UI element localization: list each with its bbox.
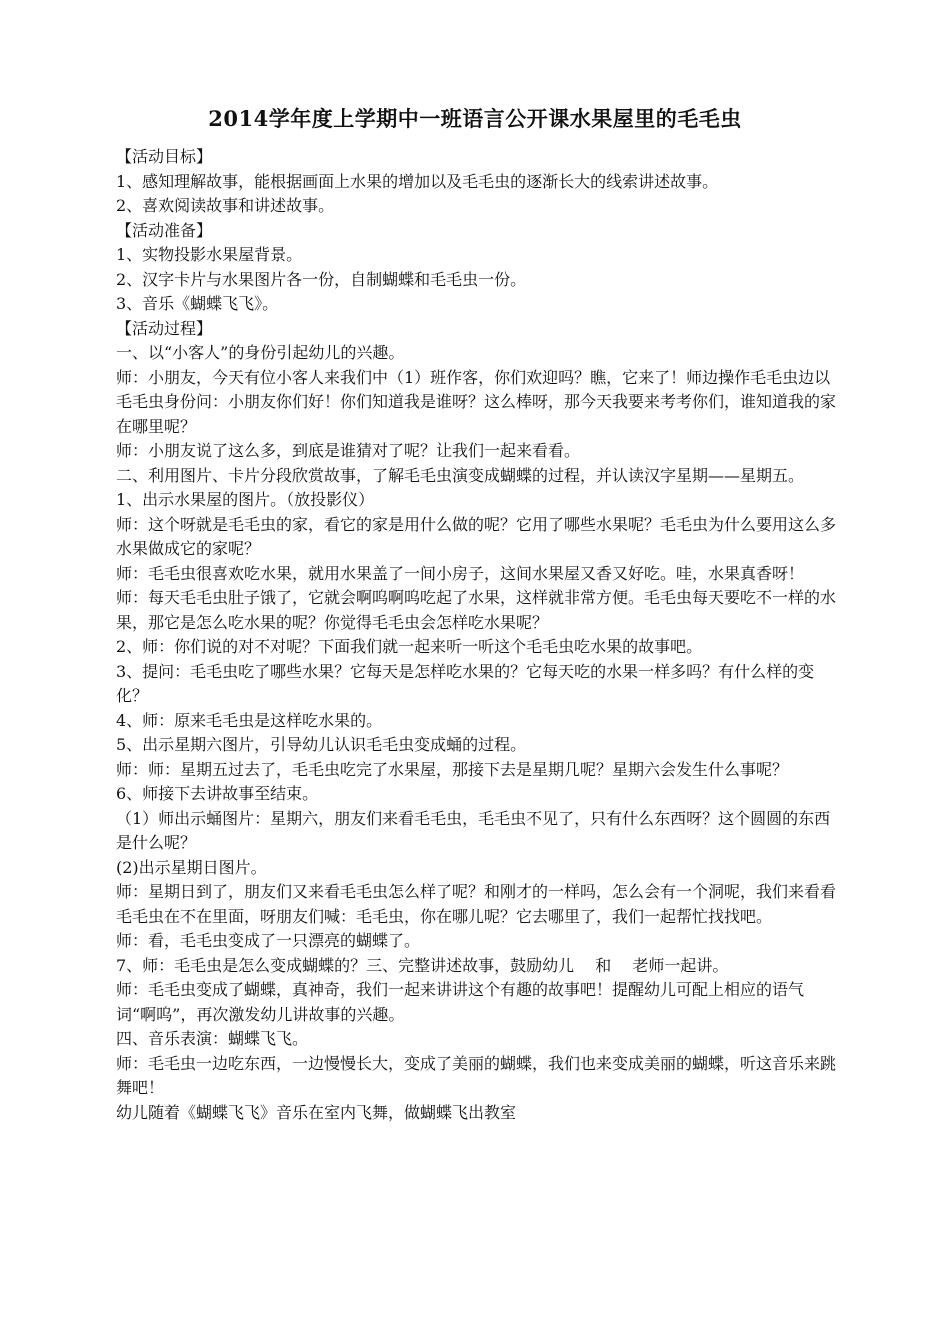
paragraph: 师：每天毛毛虫肚子饿了，它就会啊呜啊呜吃起了水果，这样就非常方便。毛毛虫每天要吃不一样的水果，那它是怎么吃水果的呢？你觉得毛毛虫会怎样吃水果呢？ <box>116 588 837 632</box>
paragraph: 2、汉字卡片与水果图片各一份，自制蝴蝶和毛毛虫一份。 <box>116 269 527 289</box>
paragraph: 1、实物投影水果屋背景。 <box>116 245 303 264</box>
paragraph: 一、以“小客人”的身份引起幼儿的兴趣。 <box>116 343 405 362</box>
section-heading-goals: 【活动目标】 <box>116 147 213 166</box>
paragraph: 2、喜欢阅读故事和讲述故事。 <box>116 196 335 215</box>
paragraph: 1、出示水果屋的图片。（放投影仪） <box>116 490 375 509</box>
paragraph: (2)出示星期日图片。 <box>116 857 267 877</box>
document-title: 2014学年度上学期中一班语言公开课水果屋里的毛毛虫 <box>208 106 742 131</box>
paragraph: （1）师出示蛹图片：星期六，朋友们来看毛毛虫，毛毛虫不见了，只有什么东西呀？这个圆圆的东西是什么呢？ <box>116 808 831 852</box>
paragraph: 师：毛毛虫变成了蝴蝶，真神奇，我们一起来讲讲这个有趣的故事吧！提醒幼儿可配上相应的语气词“啊呜”，再次激发幼儿讲故事的兴趣。 <box>116 980 805 1024</box>
paragraph: 师：小朋友说了这么多，到底是谁猜对了呢？让我们一起来看看。 <box>116 441 581 460</box>
paragraph: 师：毛毛虫一边吃东西，一边慢慢长大，变成了美丽的蝴蝶，我们也来变成美丽的蝴蝶，听这音乐来跳舞吧！ <box>116 1053 837 1097</box>
paragraph: 二、利用图片、卡片分段欣赏故事，了解毛毛虫演变成蝴蝶的过程，并认读汉字星期——星期五。 <box>116 465 805 485</box>
section-heading-process: 【活动过程】 <box>116 318 213 338</box>
paragraph: 师：看，毛毛虫变成了一只漂亮的蝴蝶了。 <box>116 931 421 950</box>
paragraph: 师：星期日到了，朋友们又来看毛毛虫怎么样了呢？和刚才的一样吗，怎么会有一个洞呢，我们来看看毛毛虫在不在里面，呀朋友们喊：毛毛虫，你在哪儿呢？它去哪里了，我们一起帮忙找找吧。 <box>116 882 837 926</box>
paragraph: 2、师：你们说的对不对呢？下面我们就一起来听一听这个毛毛虫吃水果的故事吧。 <box>116 637 703 656</box>
paragraph: 四、音乐表演：蝴蝶飞飞。 <box>116 1029 309 1048</box>
paragraph: 3、音乐《蝴蝶飞飞》。 <box>116 294 279 313</box>
paragraph: 4、师：原来毛毛虫是这样吃水果的。 <box>116 710 383 730</box>
section-heading-preparation: 【活动准备】 <box>116 220 213 240</box>
paragraph: 1、感知理解故事，能根据画面上水果的增加以及毛毛虫的逐渐长大的线索讲述故事。 <box>116 171 719 191</box>
document-body <box>116 145 840 1125</box>
paragraph: 师：这个呀就是毛毛虫的家，看它的家是用什么做的呢？它用了哪些水果呢？毛毛虫为什么要用这么多水果做成它的家呢？ <box>116 514 837 558</box>
paragraph: 师：师：星期五过去了，毛毛虫吃完了水果屋，那接下去是星期几呢？星期六会发生什么事呢？ <box>116 759 789 779</box>
paragraph: 幼儿随着《蝴蝶飞飞》音乐在室内飞舞，做蝴蝶飞出教室 <box>116 1102 517 1122</box>
paragraph: 师：毛毛虫很喜欢吃水果，就用水果盖了一间小房子，这间水果屋又香又好吃。哇，水果真香呀！ <box>116 563 805 583</box>
paragraph: 5、出示星期六图片，引导幼儿认识毛毛虫变成蛹的过程。 <box>116 735 527 754</box>
paragraph: 6、师接下去讲故事至结束。 <box>116 784 319 803</box>
paragraph: 师：小朋友，今天有位小客人来我们中（1）班作客，你们欢迎吗？瞧，它来了！师边操作毛毛虫边以毛毛虫身份问：小朋友你们好！你们知道我是谁呀？这么棒呀，那今天我要来考考你们，谁知道我的家在哪里呢？ <box>116 367 837 436</box>
paragraph: 3、提问：毛毛虫吃了哪些水果？它每天是怎样吃水果的？它每天吃的水果一样多吗？有什么样的变化？ <box>116 661 815 705</box>
paragraph: 7、师：毛毛虫是怎么变成蝴蝶的？三、完整讲述故事，鼓励幼儿 和 老师一起讲。 <box>116 955 729 975</box>
